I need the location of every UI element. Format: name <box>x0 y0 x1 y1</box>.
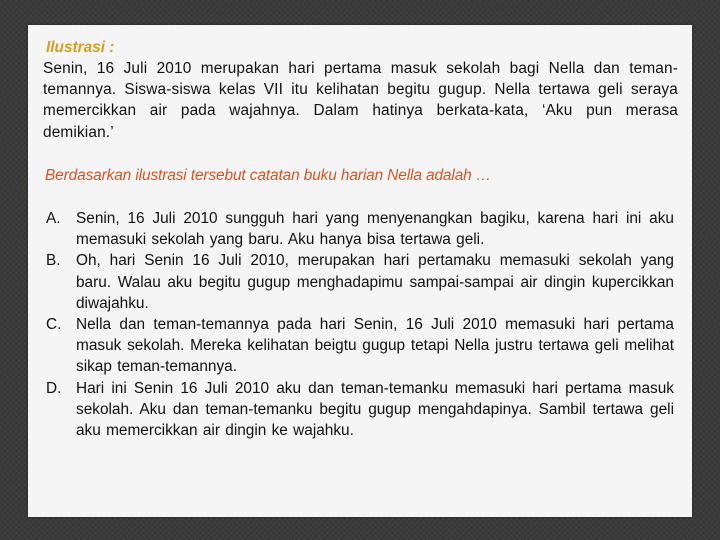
question-text: Berdasarkan ilustrasi tersebut catatan buku harian Nella adalah … <box>45 166 492 184</box>
illustration-paragraph: Senin, 16 Juli 2010 merupakan hari pertama masuk sekolah bagi Nella dan teman-temannya. Siswa-siswa kelas VII itu kelihatan begitu gugup. Nella tertawa geli seraya memercikkan air pada wajahnya. Dalam hatinya berkata-kata, ‘Aku pun merasa demikian.’ <box>43 60 678 141</box>
option-letter: C. <box>46 316 62 334</box>
answer-option-b <box>46 250 678 314</box>
option-text: Nella dan teman-temannya pada hari Senin, 16 Juli 2010 memasuki hari pertama masuk sekolah. Mereka kelihatan beigtu gugup tetapi Nella justru tertawa geli melihat sikap teman-temannya. <box>76 316 674 376</box>
option-text: Senin, 16 Juli 2010 sungguh hari yang menyenangkan bagiku, karena hari ini aku memasuki sekolah yang baru. Aku hanya bisa tertawa geli. <box>76 210 674 249</box>
option-text: Oh, hari Senin 16 Juli 2010, merupakan hari pertamaku memasuki sekolah yang baru. Walau aku begitu gugup menghadapimu sampai-sampai air dingin kupercikkan diwajahku. <box>76 252 674 312</box>
option-letter: D. <box>46 379 62 397</box>
option-text: Hari ini Senin 16 Juli 2010 aku dan teman-temanku memasuki hari pertama masuk sekolah. Aku dan teman-temanku begitu gugup mengahdapinya. Sambil tertawa geli aku memercikkan air dingin ke wajahku. <box>76 379 674 440</box>
illustration-heading: Ilustrasi : <box>46 39 115 56</box>
slide-content <box>43 37 678 441</box>
content-panel <box>28 25 692 517</box>
answer-option-a <box>46 208 678 250</box>
answer-option-d <box>46 378 678 442</box>
option-letter: B. <box>46 252 61 270</box>
option-letter: A. <box>46 210 61 228</box>
answer-options-list <box>46 208 678 441</box>
answer-option-c <box>46 314 678 378</box>
